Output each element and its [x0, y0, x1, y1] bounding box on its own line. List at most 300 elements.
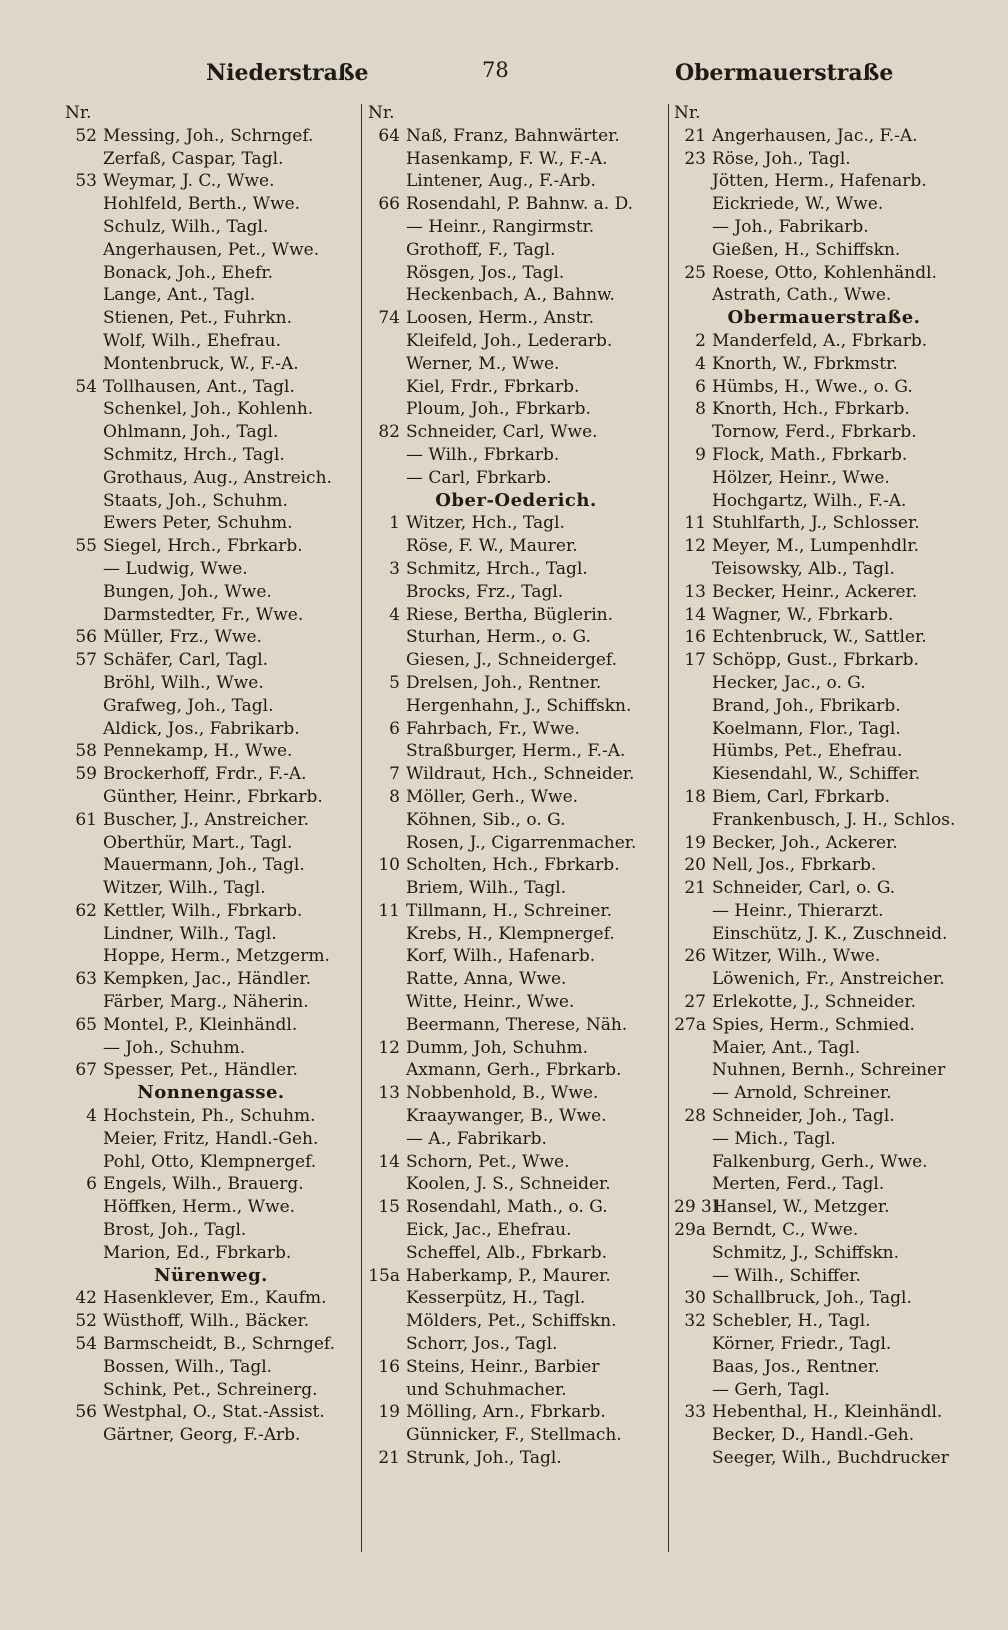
resident-entry: [674, 125, 974, 148]
resident-entry: [368, 1037, 664, 1060]
resident-entry: [674, 1173, 974, 1196]
house-number: 1: [389, 513, 400, 534]
resident-text: Möller, Gerh., Wwe.: [406, 786, 579, 807]
resident-text: Bungen, Joh., Wwe.: [103, 581, 272, 602]
resident-entry: [674, 193, 974, 216]
resident-entry: [674, 854, 974, 877]
resident-entry: [368, 854, 664, 877]
resident-text: Loosen, Herm., Anstr.: [406, 308, 595, 329]
resident-entry: [368, 444, 664, 467]
resident-text: Angerhausen, Pet., Wwe.: [103, 239, 320, 260]
resident-entry: [65, 649, 357, 672]
resident-entry: [674, 512, 974, 535]
resident-entry: [368, 626, 664, 649]
resident-entry: [65, 1037, 357, 1060]
resident-text: Günnicker, F., Stellmach.: [406, 1425, 622, 1446]
resident-text: Rosen, J., Cigarrenmacher.: [406, 832, 637, 853]
resident-text: Scholten, Hch., Fbrkarb.: [406, 855, 620, 876]
resident-entry: [674, 1379, 974, 1402]
resident-text: Tornow, Ferd., Fbrkarb.: [712, 422, 917, 443]
resident-text: Briem, Wilh., Tagl.: [406, 878, 567, 899]
resident-entry: [65, 832, 357, 855]
resident-entry: [368, 284, 664, 307]
resident-text: Schorr, Jos., Tagl.: [406, 1334, 558, 1355]
house-number-label: Nr.: [368, 103, 395, 123]
resident-entry: [368, 968, 664, 991]
house-number: 33: [684, 1402, 706, 1423]
resident-text: Schäfer, Carl, Tagl.: [103, 650, 269, 671]
resident-text: Heckenbach, A., Bahnw.: [406, 285, 615, 306]
house-number: 15a: [368, 1265, 400, 1286]
resident-text: Gießen, H., Schiffskn.: [712, 239, 901, 260]
resident-text: Wildraut, Hch., Schneider.: [406, 764, 635, 785]
column-divider: [668, 104, 669, 1552]
resident-entry: [65, 148, 357, 171]
house-number: 52: [75, 1311, 97, 1332]
resident-text: Rösgen, Jos., Tagl.: [406, 262, 565, 283]
resident-entry: [674, 421, 974, 444]
resident-text: Hergenhahn, J., Schiffskn.: [406, 695, 632, 716]
resident-text: Riese, Bertha, Büglerin.: [406, 604, 614, 625]
resident-entry: [65, 1401, 357, 1424]
resident-text: — Gerh, Tagl.: [712, 1379, 830, 1400]
resident-entry: [368, 353, 664, 376]
resident-text: Dumm, Joh, Schuhm.: [406, 1037, 588, 1058]
resident-entry: [674, 398, 974, 421]
house-number: 16: [684, 627, 706, 648]
resident-text: Spies, Herm., Schmied.: [712, 1014, 915, 1035]
resident-entry: [368, 1059, 664, 1082]
house-number: 30: [684, 1288, 706, 1309]
resident-entry: [65, 239, 357, 262]
resident-text: Lange, Ant., Tagl.: [103, 285, 256, 306]
resident-entry: [674, 626, 974, 649]
resident-text: — Carl, Fbrkarb.: [406, 467, 552, 488]
resident-text: Schmitz, J., Schiffskn.: [712, 1242, 899, 1263]
resident-entry: [674, 558, 974, 581]
resident-entry: [674, 786, 974, 809]
resident-text: Witzer, Hch., Tagl.: [406, 513, 565, 534]
number-column-label-row: [65, 102, 357, 125]
resident-entry: [368, 604, 664, 627]
house-number: 5: [389, 672, 400, 693]
resident-text: Messing, Joh., Schrngef.: [103, 125, 314, 146]
resident-text: Brocks, Frz., Tagl.: [406, 581, 564, 602]
resident-entry: [674, 1310, 974, 1333]
resident-text: Hümbs, H., Wwe., o. G.: [712, 376, 913, 397]
resident-text: — A., Fabrikarb.: [406, 1128, 547, 1149]
house-number: 54: [75, 1334, 97, 1355]
house-number: 21: [378, 1448, 400, 1469]
house-number: 59: [75, 764, 97, 785]
resident-entry: [368, 945, 664, 968]
resident-text: Montenbruck, W., F.-A.: [103, 353, 299, 374]
street-heading: Nonnengasse.: [137, 1082, 285, 1104]
resident-text: Giesen, J., Schneidergef.: [406, 650, 617, 671]
resident-entry: [65, 695, 357, 718]
page-header: [0, 58, 1008, 92]
resident-text: Fahrbach, Fr., Wwe.: [406, 718, 580, 739]
house-number: 8: [695, 399, 706, 420]
resident-entry: [674, 353, 974, 376]
resident-text: Lintener, Aug., F.-Arb.: [406, 171, 596, 192]
resident-text: Schneider, Joh., Tagl.: [712, 1106, 895, 1127]
resident-entry: [674, 330, 974, 353]
resident-entry: [65, 170, 357, 193]
resident-text: Röse, F. W., Maurer.: [406, 536, 578, 557]
resident-text: Beermann, Therese, Näh.: [406, 1014, 628, 1035]
resident-entry: [65, 672, 357, 695]
resident-entry: [368, 307, 664, 330]
resident-entry: [368, 558, 664, 581]
resident-entry: [368, 1242, 664, 1265]
resident-entry: [368, 991, 664, 1014]
resident-entry: [65, 1014, 357, 1037]
resident-text: Müller, Frz., Wwe.: [103, 627, 262, 648]
resident-entry: [368, 1265, 664, 1288]
house-number: 4: [86, 1106, 97, 1127]
resident-text: Spesser, Pet., Händler.: [103, 1060, 298, 1081]
resident-entry: [674, 945, 974, 968]
resident-text: Siegel, Hrch., Fbrkarb.: [103, 536, 303, 557]
resident-entry: [368, 1128, 664, 1151]
resident-text: Bröhl, Wilh., Wwe.: [103, 672, 264, 693]
resident-text: Kesserpütz, H., Tagl.: [406, 1288, 586, 1309]
resident-text: Baas, Jos., Rentner.: [712, 1356, 880, 1377]
resident-text: Hölzer, Heinr., Wwe.: [712, 467, 890, 488]
resident-entry: [65, 558, 357, 581]
resident-entry: [674, 1333, 974, 1356]
resident-entry: [368, 923, 664, 946]
resident-entry: [65, 968, 357, 991]
house-number: 23: [684, 148, 706, 169]
resident-text: Maier, Ant., Tagl.: [712, 1037, 861, 1058]
resident-text: Grafweg, Joh., Tagl.: [103, 695, 274, 716]
street-heading: Ober-Oederich.: [435, 489, 597, 511]
resident-entry: [368, 376, 664, 399]
resident-text: — Joh., Schuhm.: [103, 1037, 246, 1058]
resident-entry: [674, 490, 974, 513]
resident-text: Färber, Marg., Näherin.: [103, 992, 309, 1013]
resident-entry: [368, 330, 664, 353]
house-number: 17: [684, 650, 706, 671]
resident-entry: [368, 1014, 664, 1037]
resident-text: Kraaywanger, B., Wwe.: [406, 1106, 607, 1127]
resident-entry: [65, 1196, 357, 1219]
resident-entry: [674, 444, 974, 467]
resident-entry: [368, 832, 664, 855]
house-number: 63: [75, 969, 97, 990]
resident-text: Teisowsky, Alb., Tagl.: [712, 558, 895, 579]
resident-entry: [674, 262, 974, 285]
resident-text: — Wilh., Schiffer.: [712, 1265, 861, 1286]
house-number: 65: [75, 1014, 97, 1035]
resident-entry: [368, 1379, 664, 1402]
resident-entry: [65, 125, 357, 148]
resident-text: Witte, Heinr., Wwe.: [406, 992, 575, 1013]
resident-entry: [65, 512, 357, 535]
resident-entry: [368, 239, 664, 262]
resident-text: Sturhan, Herm., o. G.: [406, 627, 591, 648]
resident-entry: [368, 1082, 664, 1105]
house-number: 2: [695, 330, 706, 351]
resident-text: Kiel, Frdr., Fbrkarb.: [406, 376, 580, 397]
resident-entry: [65, 740, 357, 763]
resident-entry: [674, 695, 974, 718]
house-number-label: Nr.: [674, 103, 701, 123]
resident-text: Witzer, Wilh., Tagl.: [103, 878, 266, 899]
resident-text: Steins, Heinr., Barbier: [406, 1356, 600, 1377]
resident-entry: [674, 718, 974, 741]
resident-text: Aldick, Jos., Fabrikarb.: [103, 718, 300, 739]
resident-text: Röse, Joh., Tagl.: [712, 148, 851, 169]
resident-text: Hochstein, Ph., Schuhm.: [103, 1106, 316, 1127]
resident-entry: [65, 604, 357, 627]
resident-entry: [368, 581, 664, 604]
house-number: 27a: [674, 1014, 706, 1035]
resident-entry: [674, 239, 974, 262]
resident-entry: [368, 1196, 664, 1219]
house-number: 58: [75, 741, 97, 762]
resident-entry: [674, 1128, 974, 1151]
resident-text: Becker, D., Handl.-Geh.: [712, 1425, 915, 1446]
resident-entry: [674, 672, 974, 695]
resident-entry: [65, 854, 357, 877]
resident-text: Becker, Heinr., Ackerer.: [712, 581, 918, 602]
resident-entry: [65, 444, 357, 467]
house-number: 11: [684, 513, 706, 534]
resident-text: — Mich., Tagl.: [712, 1128, 836, 1149]
resident-text: Hasenkamp, F. W., F.-A.: [406, 148, 608, 169]
resident-text: Montel, P., Kleinhändl.: [103, 1014, 298, 1035]
resident-entry: [65, 1105, 357, 1128]
resident-text: Becker, Joh., Ackerer.: [712, 832, 898, 853]
resident-entry: [65, 763, 357, 786]
resident-entry: [368, 877, 664, 900]
resident-entry: [65, 1219, 357, 1242]
resident-entry: [674, 1151, 974, 1174]
resident-entry: [65, 991, 357, 1014]
house-number: 14: [684, 604, 706, 625]
resident-entry: [674, 148, 974, 171]
house-number: 54: [75, 376, 97, 397]
resident-entry: [674, 763, 974, 786]
resident-text: Drelsen, Joh., Rentner.: [406, 672, 602, 693]
resident-entry: [368, 695, 664, 718]
resident-text: Schulz, Wilh., Tagl.: [103, 216, 269, 237]
resident-text: Mauermann, Joh., Tagl.: [103, 855, 305, 876]
resident-text: Zerfaß, Caspar, Tagl.: [103, 148, 284, 169]
resident-text: Schorn, Pet., Wwe.: [406, 1151, 570, 1172]
house-number: 13: [378, 1083, 400, 1104]
house-number: 14: [378, 1151, 400, 1172]
resident-entry: [674, 877, 974, 900]
resident-entry: [368, 1401, 664, 1424]
resident-entry: [368, 672, 664, 695]
house-number: 42: [75, 1288, 97, 1309]
resident-entry: [368, 262, 664, 285]
house-number: 12: [684, 536, 706, 557]
resident-text: Grothaus, Aug., Anstreich.: [103, 467, 332, 488]
resident-text: Seeger, Wilh., Buchdrucker: [712, 1448, 949, 1469]
resident-text: Schebler, H., Tagl.: [712, 1311, 871, 1332]
directory-column-left: [65, 102, 357, 1552]
resident-entry: [65, 1333, 357, 1356]
resident-text: Meier, Fritz, Handl.-Geh.: [103, 1128, 319, 1149]
resident-entry: [674, 604, 974, 627]
resident-entry: [368, 216, 664, 239]
resident-text: Löwenich, Fr., Anstreicher.: [712, 969, 945, 990]
resident-text: Rosendahl, P. Bahnw. a. D.: [406, 194, 634, 215]
house-number: 18: [684, 786, 706, 807]
resident-entry: [368, 1424, 664, 1447]
resident-entry: [65, 877, 357, 900]
resident-text: Staats, Joh., Schuhm.: [103, 490, 288, 511]
resident-entry: [65, 1128, 357, 1151]
house-number: 62: [75, 900, 97, 921]
resident-entry: [368, 467, 664, 490]
resident-entry: [65, 1059, 357, 1082]
resident-text: Strunk, Joh., Tagl.: [406, 1448, 562, 1469]
resident-entry: [368, 1287, 664, 1310]
resident-text: Wagner, W., Fbrkarb.: [712, 604, 894, 625]
resident-text: Körner, Friedr., Tagl.: [712, 1334, 892, 1355]
resident-entry: [674, 1219, 974, 1242]
resident-entry: [674, 923, 974, 946]
resident-entry: [674, 1424, 974, 1447]
resident-text: Kleifeld, Joh., Lederarb.: [406, 330, 613, 351]
house-number: 21: [684, 878, 706, 899]
resident-text: Astrath, Cath., Wwe.: [712, 285, 892, 306]
resident-entry: [674, 1356, 974, 1379]
resident-entry: [674, 581, 974, 604]
resident-text: Berndt, C., Wwe.: [712, 1220, 859, 1241]
resident-text: Ratte, Anna, Wwe.: [406, 969, 567, 990]
resident-text: Lindner, Wilh., Tagl.: [103, 923, 277, 944]
resident-text: Erlekotte, J., Schneider.: [712, 992, 916, 1013]
resident-entry: [65, 330, 357, 353]
house-number: 28: [684, 1106, 706, 1127]
resident-text: Wüsthoff, Wilh., Bäcker.: [103, 1311, 310, 1332]
house-number: 27: [684, 992, 706, 1013]
resident-text: Pennekamp, H., Wwe.: [103, 741, 293, 762]
resident-entry: [368, 125, 664, 148]
house-number: 56: [75, 627, 97, 648]
resident-text: Nell, Jos., Fbrkarb.: [712, 855, 877, 876]
house-number: 20: [684, 855, 706, 876]
resident-text: Angerhausen, Jac., F.-A.: [712, 125, 918, 146]
house-number: 19: [684, 832, 706, 853]
resident-entry: [674, 991, 974, 1014]
resident-text: Höffken, Herm., Wwe.: [103, 1197, 296, 1218]
resident-text: Kempken, Jac., Händler.: [103, 969, 312, 990]
house-number: 16: [378, 1356, 400, 1377]
resident-text: Schmitz, Hrch., Tagl.: [103, 444, 285, 465]
resident-text: Echtenbruck, W., Sattler.: [712, 627, 927, 648]
street-heading: Obermauerstraße.: [727, 307, 921, 329]
resident-text: Stienen, Pet., Fuhrkn.: [103, 308, 292, 329]
resident-entry: [674, 1401, 974, 1424]
directory-column-right: [674, 102, 974, 1552]
house-number: 32: [684, 1311, 706, 1332]
house-number: 13: [684, 581, 706, 602]
resident-text: — Arnold, Schreiner.: [712, 1083, 892, 1104]
house-number: 21: [684, 125, 706, 146]
directory-column-middle: [368, 102, 664, 1552]
resident-text: Gärtner, Georg, F.-Arb.: [103, 1425, 301, 1446]
resident-entry: [65, 1242, 357, 1265]
resident-text: Hohlfeld, Berth., Wwe.: [103, 194, 301, 215]
running-head-left: Niederstraße: [206, 60, 369, 86]
resident-text: Ohlmann, Joh., Tagl.: [103, 422, 279, 443]
house-number: 57: [75, 650, 97, 671]
resident-entry: [65, 626, 357, 649]
house-number: 25: [684, 262, 706, 283]
resident-text: Brand, Joh., Fbrikarb.: [712, 695, 901, 716]
resident-entry: [674, 535, 974, 558]
resident-entry: [65, 581, 357, 604]
resident-entry: [368, 649, 664, 672]
resident-text: Merten, Ferd., Tagl.: [712, 1174, 885, 1195]
resident-text: Hecker, Jac., o. G.: [712, 672, 866, 693]
resident-entry: [674, 1265, 974, 1288]
resident-entry: [65, 786, 357, 809]
resident-entry: [674, 968, 974, 991]
resident-text: Schmitz, Hrch., Tagl.: [406, 558, 588, 579]
resident-entry: [674, 376, 974, 399]
resident-text: Koolen, J. S., Schneider.: [406, 1174, 611, 1195]
resident-text: Schink, Pet., Schreinerg.: [103, 1379, 318, 1400]
resident-text: — Heinr., Rangirmstr.: [406, 216, 595, 237]
resident-entry: [65, 923, 357, 946]
resident-text: Jötten, Herm., Hafenarb.: [712, 171, 927, 192]
house-number: 55: [75, 536, 97, 557]
resident-text: Günther, Heinr., Fbrkarb.: [103, 786, 323, 807]
resident-entry: [368, 1310, 664, 1333]
house-number: 61: [75, 809, 97, 830]
resident-text: Hasenklever, Em., Kaufm.: [103, 1288, 327, 1309]
resident-entry: [65, 193, 357, 216]
resident-entry: [65, 284, 357, 307]
resident-entry: [674, 900, 974, 923]
resident-text: — Ludwig, Wwe.: [103, 558, 248, 579]
resident-text: Ploum, Joh., Fbrkarb.: [406, 399, 591, 420]
resident-entry: [65, 467, 357, 490]
resident-entry: [674, 1059, 974, 1082]
resident-entry: [368, 1105, 664, 1128]
resident-entry: [65, 945, 357, 968]
resident-entry: [65, 262, 357, 285]
resident-text: Stuhlfarth, J., Schlosser.: [712, 513, 920, 534]
resident-entry: [65, 421, 357, 444]
house-number: 26: [684, 946, 706, 967]
resident-text: Korf, Wilh., Hafenarb.: [406, 946, 596, 967]
resident-text: Tollhausen, Ant., Tagl.: [103, 376, 295, 397]
resident-entry: [368, 900, 664, 923]
house-number: 10: [378, 855, 400, 876]
resident-entry: [368, 809, 664, 832]
resident-entry: [674, 1037, 974, 1060]
resident-entry: [674, 467, 974, 490]
resident-entry: [65, 1424, 357, 1447]
resident-text: Koelmann, Flor., Tagl.: [712, 718, 901, 739]
resident-text: Bossen, Wilh., Tagl.: [103, 1356, 273, 1377]
house-number: 4: [695, 353, 706, 374]
resident-text: Knorth, Hch., Fbrkarb.: [712, 399, 910, 420]
resident-entry: [674, 649, 974, 672]
resident-text: Pohl, Otto, Klempnergef.: [103, 1151, 317, 1172]
resident-text: Axmann, Gerh., Fbrkarb.: [406, 1060, 622, 1081]
